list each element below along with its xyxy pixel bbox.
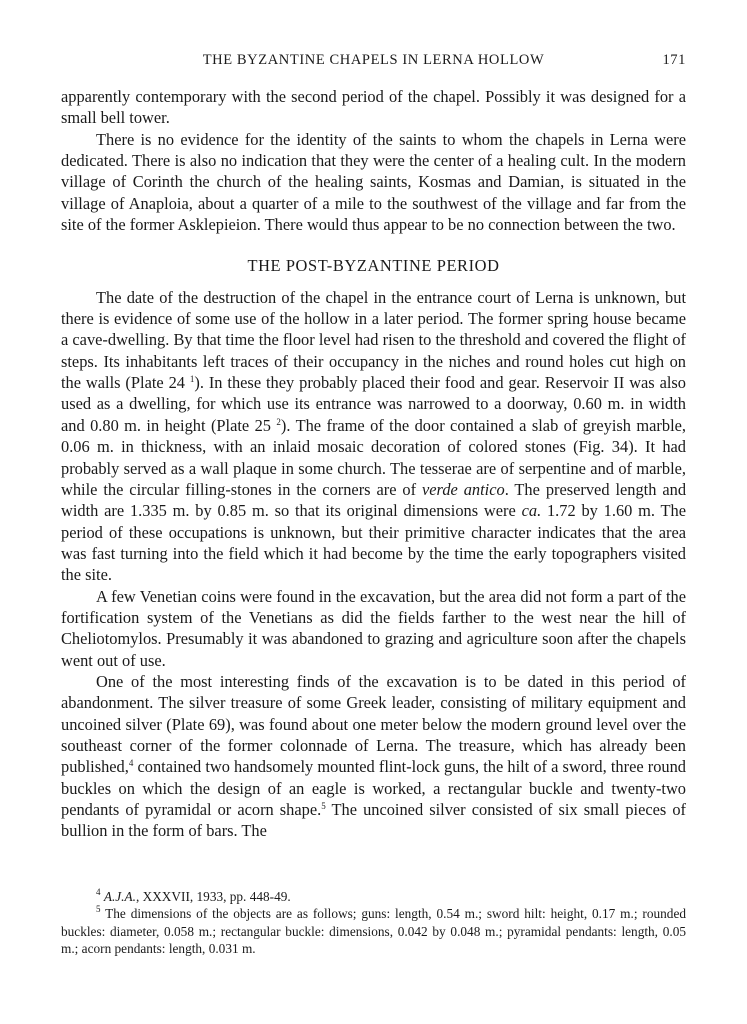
body-text — [61, 86, 686, 842]
footnote-ref-4: 4 — [128, 758, 134, 769]
paragraph-2: There is no evidence for the identity of the saints to whom the chapels in Lerna were dedicated. There is also no indication that they were the center of a healing cult. In the modern village of Corinth the church of the healing saints, Kosmas and Damian, is situated in the village of Anaploia, about a quarter of a mile to the southwest of the village and far from the site of the former Asklepieion. There would thus appear to be no connection between the two. — [61, 129, 686, 235]
plate-ref-2: 2 — [276, 416, 281, 427]
p3-text-e: 1.72 by 1.60 m. The period of these occupations is unknown, but their primitive character indicates that the area was fast turning into the field which it had become by the time the early topographers visited the site. — [61, 501, 686, 585]
footnote-4-text: , XXXVII, 1933, pp. 448-49. — [135, 889, 291, 904]
p3-text-a: The date of the destruction of the chapel in the entrance court of Lerna is unknown, but there is evidence of some use of the hollow in a later period. The former spring house became a cave-dwelling. By that time the floor level had risen to the threshold and covered the flight of steps. Its inhabitants left traces of their occupancy in the niches and round holes cut high on the walls (Plate 24 — [61, 287, 686, 393]
paragraph-5 — [61, 671, 686, 842]
p5-text-c: The uncoined silver consisted of six small pieces of bullion in the form of bars. The — [61, 800, 687, 841]
footnote-5 — [61, 905, 686, 957]
p3-text-d: . The preserved length and width are 1.335 m. by 0.85 m. so that its original dimensions were — [61, 479, 687, 521]
p5-text-a: One of the most interesting finds of the excavation is to be dated in this period of abandonment. The silver treasure of some Greek leader, consisting of military equipment and uncoined silver (Plate 69), was found about one meter below the modern ground level over the southeast corner of the former colonnade of Lerna. The treasure, which has already been published, — [61, 671, 686, 777]
running-head — [61, 52, 686, 72]
footnote-5-text: The dimensions of the objects are as follows; guns: length, 0.54 m.; sword hilt: height, 0.17 m.; rounded buckles: diameter, 0.058 m.; rectangular buckle: dimensions, 0.042 by 0.048 m.; pyramidal pendants: length, 0.05 m.; acorn pendants: length, 0.031 m. — [61, 906, 686, 957]
paragraph-3 — [61, 287, 686, 586]
p3-italic-verde-antico: verde antico — [422, 479, 505, 499]
footnotes — [61, 888, 686, 958]
page-number: 171 — [662, 52, 686, 68]
paragraph-4: A few Venetian coins were found in the excavation, but the area did not form a part of the fortification system of the Venetians as did the fields farther to the west near the hill of Cheliotomylos. Presumably it was abandoned to grazing and agriculture soon after the chapels went out of use. — [61, 586, 686, 670]
running-title: THE BYZANTINE CHAPELS IN LERNA HOLLOW — [202, 52, 545, 68]
footnote-5-mark: 5 — [96, 904, 101, 915]
footnote-ref-5: 5 — [321, 801, 326, 811]
footnote-4-journal: A.J.A. — [103, 889, 136, 904]
p3-text-b: ). In these they probably placed their food and gear. Reservoir II was also used as a dwelling, for which use its entrance was narrowed to a doorway, 0.60 m. in width and 0.80 m. in height (Plate 25 — [61, 373, 686, 435]
footnote-4-mark: 4 — [96, 887, 101, 897]
footnote-4 — [61, 888, 686, 905]
p3-text-c: ). The frame of the door contained a slab of greyish marble, 0.06 m. in thickness, with an inlaid mosaic decoration of colored stones (Fig. 34). It had probably served as a wall plaque in some church. The tesserae are of serpentine and of marble, while the circular filling-stones in the corners are of — [61, 415, 687, 499]
paragraph-1: apparently contemporary with the second period of the chapel. Possibly it was designed for a small bell tower. — [61, 87, 686, 128]
section-heading: THE POST-BYZANTINE PERIOD — [247, 256, 500, 276]
p3-italic-ca: ca. — [521, 501, 542, 521]
p5-text-b: contained two handsomely mounted flint-lock guns, the hilt of a sword, three round buckles on which the design of an eagle is worked, a rectangular buckle and twenty-two pendants of pyramidal or acorn shape. — [61, 757, 686, 819]
plate-ref-1: 1 — [189, 374, 195, 385]
